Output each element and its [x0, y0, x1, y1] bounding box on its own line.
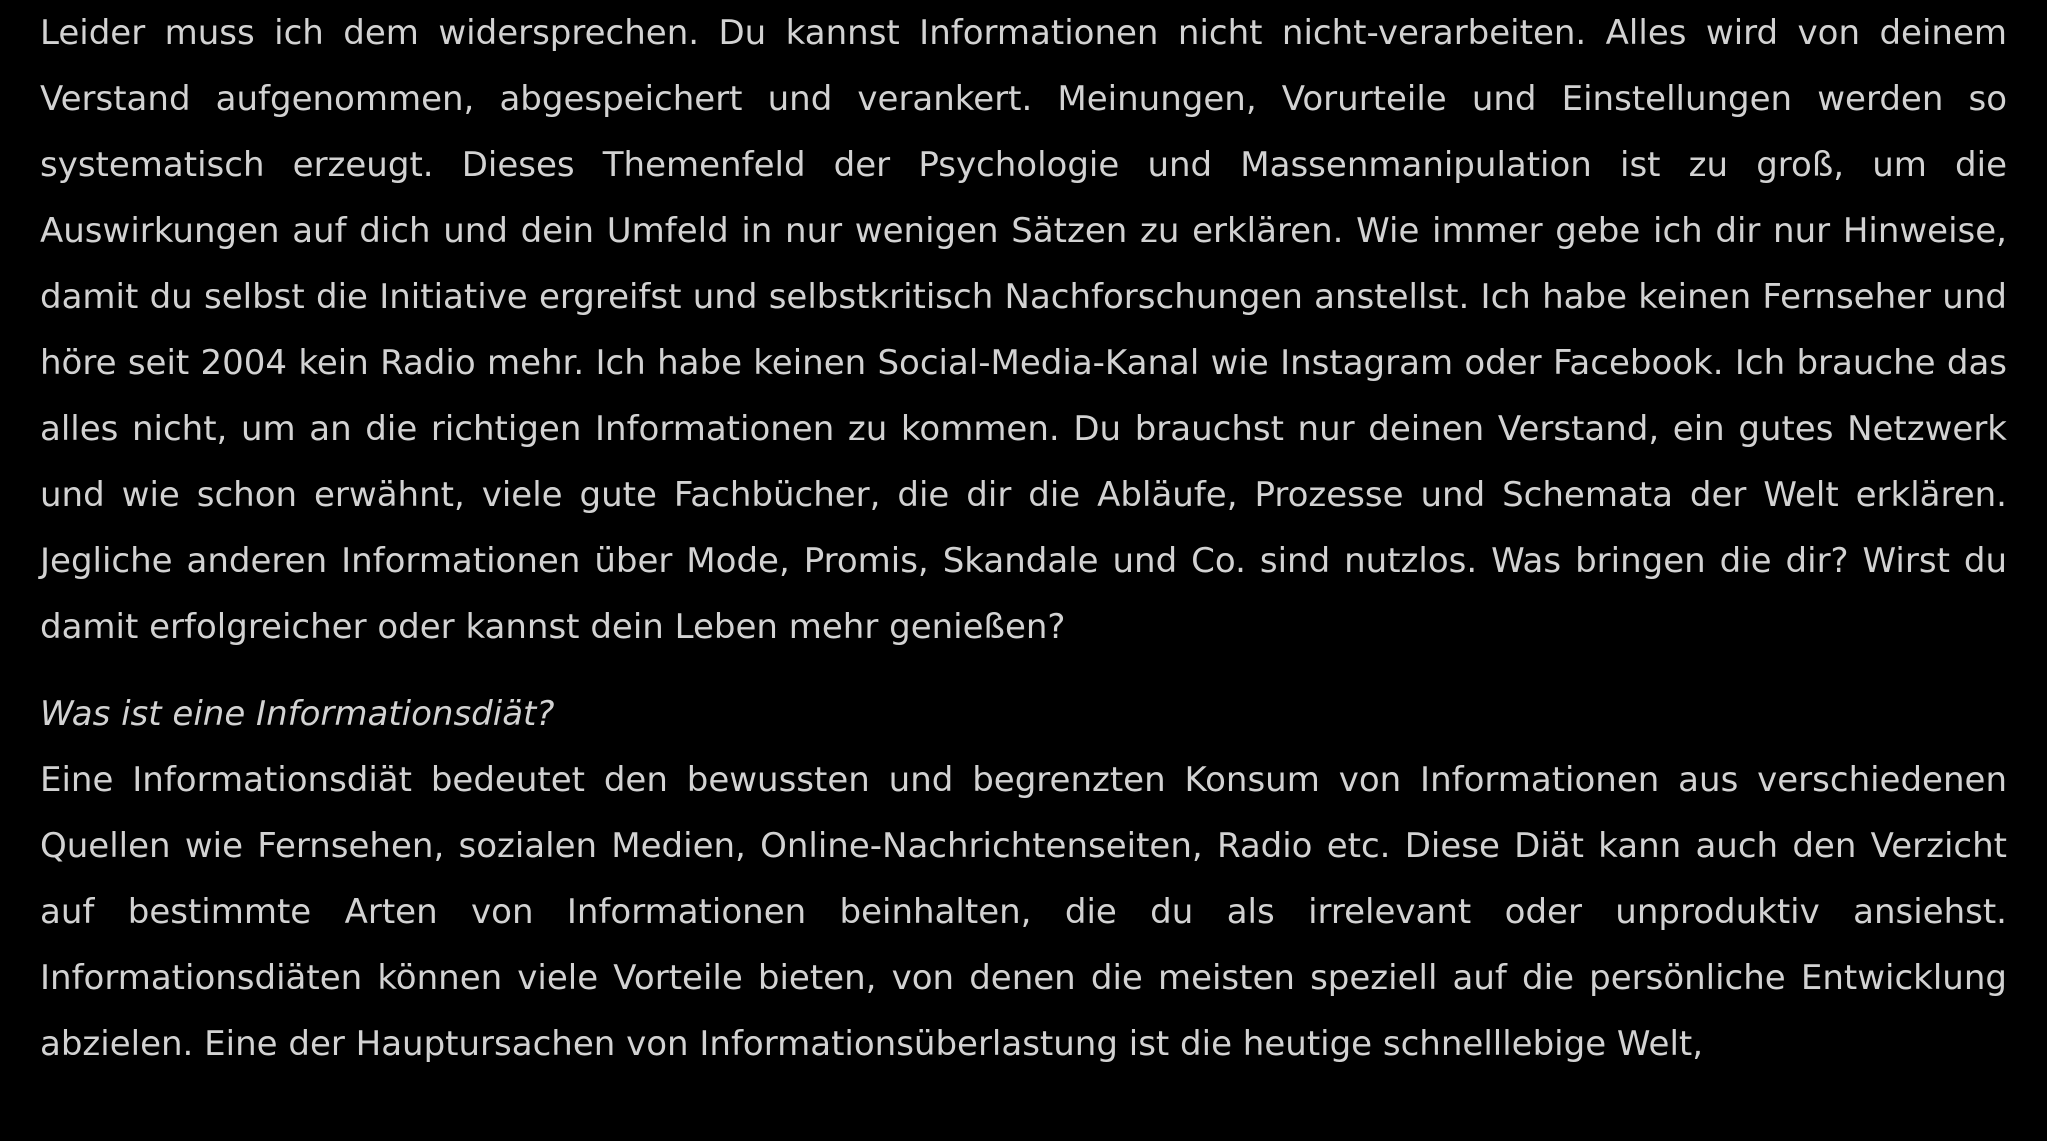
ebook-reader-page: [40, 0, 2007, 1141]
body-paragraph-2: Eine Informationsdiät bedeutet den bewussten und begrenzten Konsum von Informationen aus verschiedenen Quellen wie Fernsehen, sozialen Medien, Online-Nachrichtenseiten, Radio etc. Diese Diät kann auch den Verzicht auf bestimmte Arten von Informationen beinhalten, die du als irrelevant oder unproduktiv ansiehst. Informationsdiäten können viele Vorteile bieten, von denen die meisten speziell auf die persönliche Entwicklung abzielen. Eine der Hauptursachen von Informationsüberlastung ist die heutige schnelllebige Welt,: [40, 760, 2007, 1064]
section-heading: Was ist eine Informationsdiät?: [40, 694, 555, 734]
body-paragraph-1: Leider muss ich dem widersprechen. Du kannst Informationen nicht nicht-verarbeiten. Alles wird von deinem Verstand aufgenommen, abgespeichert und verankert. Meinungen, Vorurteile und Einstellungen werden so systematisch erzeugt. Dieses Themenfeld der Psychologie und Massenmanipulation ist zu groß, um die Auswirkungen auf dich und dein Umfeld in nur wenigen Sätzen zu erklären. Wie immer gebe ich dir nur Hinweise, damit du selbst die Initiative ergreifst und selbstkritisch Nachforschungen anstellst. Ich habe keinen Fernseher und höre seit 2004 kein Radio mehr. Ich habe keinen Social-Media-Kanal wie Instagram oder Facebook. Ich brauche das alles nicht, um an die richtigen Informationen zu kommen. Du brauchst nur deinen Verstand, ein gutes Netzwerk und wie schon erwähnt, viele gute Fachbücher, die dir die Abläufe, Prozesse und Schemata der Welt erklären. Jegliche anderen Informationen über Mode, Promis, Skandale und Co. sind nutzlos. Was bringen die dir? Wirst du damit erfolgreicher oder kannst dein Leben mehr genießen?: [40, 13, 2007, 647]
